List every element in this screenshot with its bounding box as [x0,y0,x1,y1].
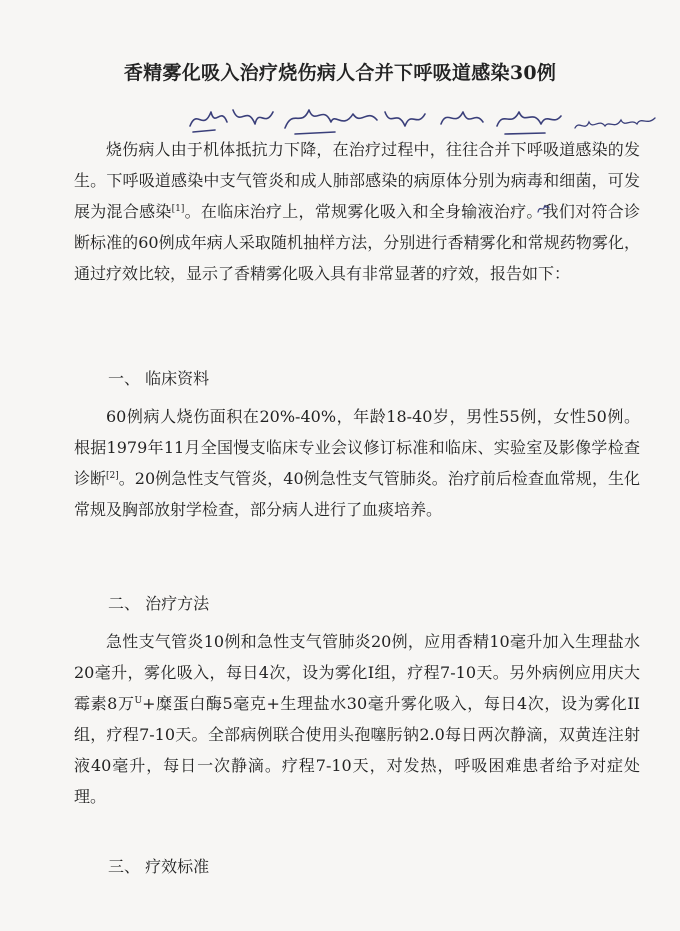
section-1-text-2: 。20例急性支气管炎，40例急性支气管肺炎。治疗前后检查血常规，生化常规及胸部放射学检查，部分病人进行了血痰培养。 [74,469,640,519]
section-2-paragraph [74,626,640,812]
section-3-heading: 三、 疗效标准 [108,857,210,876]
reference-2: [2] [106,471,119,481]
section-2-heading: 二、 治疗方法 [108,594,210,613]
section-2-text-2: +糜蛋白酶5毫克+生理盐水30毫升雾化吸入，每日4次，设为雾化II组，疗程7-10天。全部病例联合使用头孢噻肟钠2.0每日两次静滴，双黄连注射液40毫升，每日一次静滴。疗程7-10天，对发热，呼吸困难患者给予对症处理。 [74,694,640,806]
unit-superscript: U [134,696,143,706]
intro-text-1: 烧伤病人由于机体抵抗力下降，在治疗过程中，往往合并下呼吸道感染的发生。下呼吸道感染中支气管炎和成人肺部感染的病原体分别为病毒和细菌，可发展为混合感染 [74,140,640,221]
handwritten-correction-mark [536,200,550,216]
section-1-text-1: 60例病人烧伤面积在20%-40%，年龄18-40岁，男性55例，女性50例。根据1979年11月全国慢支临床专业会议修订标准和临床、实验室及影像学检查诊断 [74,407,640,488]
reference-1: [1] [171,204,185,214]
section-1-heading: 一、 临床资料 [108,369,210,388]
intro-text-2: 。在临床治疗上，常规雾化吸入和全身输液治疗。我们对符合诊断标准的60例成年病人采取随机抽样方法，分别进行香精雾化和常规药物雾化，通过疗效比较，显示了香精雾化吸入具有非常显著的疗效，报告如下： [74,202,640,283]
section-1-paragraph [74,401,640,525]
document-title: 香精雾化吸入治疗烧伤病人合并下呼吸道感染30例 [123,62,557,84]
section-2-text-1: 急性支气管炎10例和急性支气管肺炎20例，应用香精10毫升加入生理盐水20毫升，雾化吸入，每日4次，设为雾化I组，疗程7-10天。另外病例应用庆大霉素8万 [74,632,640,713]
intro-paragraph [74,134,640,289]
